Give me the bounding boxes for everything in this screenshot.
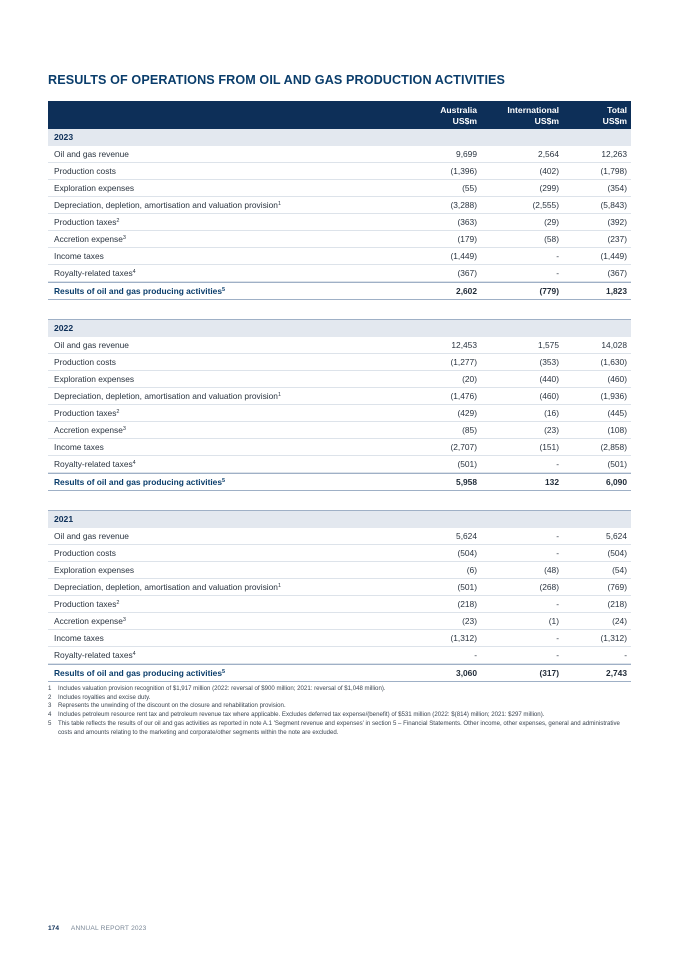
row-label [54,668,225,678]
year-header-2023 [48,129,631,146]
international-value: - [556,650,559,660]
international-value: - [556,251,559,261]
row-label-text: Exploration expenses [54,374,135,384]
row-label [54,548,116,558]
row-label [54,234,126,244]
footnote-ref: 2 [116,409,120,415]
total-value: 5,624 [606,531,627,541]
row-label [54,616,126,626]
footnote-item [48,694,631,703]
total-value: (2,858) [600,442,627,452]
section-spacer [48,491,631,510]
row-label-text: Production taxes [54,408,117,418]
total-value: (108) [607,425,627,435]
australia-value: 5,624 [456,531,477,541]
footnote-item [48,711,631,720]
row-label-text: Accretion expense [54,616,123,626]
table-row [48,545,631,562]
footnote-ref: 1 [277,201,281,207]
australia-value: (179) [457,234,477,244]
row-label-text: Production taxes [54,599,117,609]
australia-value: - [474,650,477,660]
page-footer [48,925,147,932]
year-label: 2023 [54,132,74,142]
total-value: (1,630) [600,357,627,367]
international-value: (268) [539,582,559,592]
row-label-text: Depreciation, depletion, amortisation and valuation provision [54,582,278,592]
total-value: 6,090 [606,477,627,487]
footnote-text: Represents the unwinding of the discount on the closure and rehabilitation provision. [58,702,286,710]
australia-value: (429) [457,408,477,418]
table-row [48,180,631,197]
header-australia: Australia US$m [440,105,477,126]
row-label [54,374,134,384]
australia-value: (55) [462,183,477,193]
australia-value: (504) [457,548,477,558]
row-label [54,268,136,278]
international-value: - [556,459,559,469]
table-row [48,371,631,388]
total-value: (24) [612,616,627,626]
row-label [54,599,119,609]
row-label [54,633,104,643]
table-row [48,405,631,422]
table-row [48,647,631,664]
footnote-text: Includes valuation provision recognition of $1,917 million (2022: reversal of $900 million; 2021: reversal of $1,048 million). [58,685,386,692]
total-value: 2,743 [606,668,627,678]
footnote-ref: 4 [132,651,136,657]
international-value: (23) [544,425,559,435]
table-row [48,439,631,456]
table-row [48,579,631,596]
total-value: (1,798) [600,166,627,176]
footnote-number: 4 [48,711,52,719]
row-label [54,251,104,261]
international-value: 2,564 [538,149,559,159]
row-label-text: Production costs [54,166,116,176]
footnote-number: 3 [48,702,52,710]
australia-value: (501) [457,459,477,469]
year-header-2022 [48,319,631,337]
row-label [54,340,129,350]
row-label-text: Exploration expenses [54,565,135,575]
table-row [48,354,631,371]
table-row [48,146,631,163]
footnote-item [48,702,631,711]
row-label-text: Production costs [54,357,116,367]
total-value: (445) [607,408,627,418]
total-value: (1,936) [600,391,627,401]
international-value: - [556,531,559,541]
report-name: ANNUAL REPORT 2023 [70,925,147,932]
footnote-number: 2 [48,693,52,701]
australia-value: 9,699 [456,149,477,159]
international-value: - [556,268,559,278]
australia-value: (1,277) [450,357,477,367]
total-value: (769) [607,582,627,592]
international-value: - [556,633,559,643]
footnote-ref: 3 [122,617,126,623]
international-value: - [556,599,559,609]
total-value: (5,843) [600,200,627,210]
international-value: (151) [539,442,559,452]
international-value: (402) [539,166,559,176]
total-value: (460) [607,374,627,384]
row-label [54,286,225,296]
row-label-text: Exploration expenses [54,183,135,193]
total-value: (504) [607,548,627,558]
australia-value: (367) [457,268,477,278]
row-label-text: Oil and gas revenue [54,531,129,541]
australia-value: (2,707) [450,442,477,452]
international-value: (440) [539,374,559,384]
footnote-ref: 4 [132,460,136,466]
total-value: (218) [607,599,627,609]
row-label [54,149,129,159]
international-value: (779) [539,286,559,296]
row-label [54,459,136,469]
australia-value: (363) [457,217,477,227]
row-label [54,582,281,592]
row-label [54,565,134,575]
footnote-ref: 1 [277,583,281,589]
total-value: (501) [607,459,627,469]
table-row [48,197,631,214]
header-international: International US$m [507,105,559,126]
footnote-ref: 4 [132,269,136,275]
table-row [48,388,631,405]
international-value: - [556,548,559,558]
international-value: (2,555) [532,200,559,210]
row-label-text: Oil and gas revenue [54,149,129,159]
australia-value: (3,288) [450,200,477,210]
table-row [48,248,631,265]
row-label [54,183,134,193]
total-value: (367) [607,268,627,278]
row-label [54,217,119,227]
table-row [48,337,631,354]
table-row [48,630,631,647]
footnote-ref: 1 [277,392,281,398]
total-value: 14,028 [601,340,627,350]
footnote-ref: 3 [122,235,126,241]
footnote-item [48,685,631,694]
row-label [54,477,225,487]
total-value: (54) [612,565,627,575]
australia-value: 3,060 [456,668,477,678]
row-label [54,391,281,401]
footnote-item [48,720,631,737]
row-label-text: Production taxes [54,217,117,227]
row-label [54,531,129,541]
row-label [54,442,104,452]
row-label-text: Royalty-related taxes [54,268,133,278]
international-value: (16) [544,408,559,418]
australia-value: (85) [462,425,477,435]
australia-value: (1,312) [450,633,477,643]
international-value: (299) [539,183,559,193]
footnote-text: Includes petroleum resource rent tax and petroleum revenue tax where applicable. Excludes deferred tax expense/(benefit) of $531 million (2022: $(814) million; 2021: $297 million). [58,711,545,719]
row-label [54,408,119,418]
year-header-2021 [48,510,631,528]
footnote-text: This table reflects the results of our oil and gas activities as reported in note A.1 'Segment revenue and expenses' in section 5 – Financial Statements. Other income, other expenses, general and administrative costs and amounts relating to the marketing and corporate/other segments within the note are excluded. [58,719,620,736]
australia-value: (1,449) [450,251,477,261]
table-body [48,129,631,682]
row-label-text: Accretion expense [54,234,123,244]
international-value: (353) [539,357,559,367]
international-value: (29) [544,217,559,227]
table-row [48,596,631,613]
international-value: 132 [545,477,559,487]
total-row [48,664,631,682]
footnote-ref: 5 [222,287,226,293]
total-value: 12,263 [601,149,627,159]
table-row [48,456,631,473]
row-label [54,166,116,176]
table-row [48,422,631,439]
international-value: (460) [539,391,559,401]
page-title: RESULTS OF OPERATIONS FROM OIL AND GAS PRODUCTION ACTIVITIES [48,73,506,87]
row-label-text: Oil and gas revenue [54,340,129,350]
footnote-ref: 3 [122,426,126,432]
row-label [54,357,116,367]
total-row [48,473,631,491]
international-value: 1,575 [538,340,559,350]
australia-value: (23) [462,616,477,626]
footnote-number: 5 [48,719,52,727]
section-spacer [48,300,631,319]
australia-value: (218) [457,599,477,609]
australia-value: (501) [457,582,477,592]
footnote-ref: 2 [116,600,120,606]
international-value: (48) [544,565,559,575]
footnote-number: 1 [48,685,52,692]
international-value: (58) [544,234,559,244]
row-label-text: Royalty-related taxes [54,459,133,469]
row-label-text: Income taxes [54,251,104,261]
row-label [54,200,281,210]
international-value: (1) [548,616,559,626]
row-label-text: Accretion expense [54,425,123,435]
table-row [48,562,631,579]
row-label [54,650,136,660]
total-value: (392) [607,217,627,227]
footnotes [48,685,631,737]
row-label-text: Production costs [54,548,116,558]
table-row [48,163,631,180]
footnote-ref: 5 [222,478,226,484]
total-value: (1,449) [600,251,627,261]
row-label-text: Depreciation, depletion, amortisation and valuation provision [54,200,278,210]
total-value: 1,823 [606,286,627,296]
table-row [48,231,631,248]
australia-value: 12,453 [451,340,477,350]
row-label-text: Royalty-related taxes [54,650,133,660]
row-label-text: Income taxes [54,442,104,452]
table-header [48,101,631,129]
international-value: (317) [539,668,559,678]
table-row [48,265,631,282]
australia-value: (1,476) [450,391,477,401]
total-value: (1,312) [600,633,627,643]
row-label [54,425,126,435]
row-label-text: Results of oil and gas producing activities [54,286,222,296]
row-label-text: Income taxes [54,633,104,643]
australia-value: (1,396) [450,166,477,176]
header-total: Total US$m [602,105,627,126]
total-value: (354) [607,183,627,193]
footnote-ref: 2 [116,218,120,224]
year-label: 2021 [54,514,74,524]
row-label-text: Depreciation, depletion, amortisation and valuation provision [54,391,278,401]
total-value: (237) [607,234,627,244]
total-row [48,282,631,300]
australia-value: 5,958 [456,477,477,487]
table-row [48,613,631,630]
australia-value: (6) [466,565,477,575]
footnote-ref: 5 [222,669,226,675]
australia-value: 2,602 [456,286,477,296]
table-row [48,528,631,545]
page-number: 174 [48,925,60,932]
australia-value: (20) [462,374,477,384]
total-value: - [624,650,627,660]
footnote-text: Includes royalties and excise duty. [58,693,151,701]
year-label: 2022 [54,323,74,333]
results-table [48,101,631,682]
row-label-text: Results of oil and gas producing activities [54,477,222,487]
table-row [48,214,631,231]
row-label-text: Results of oil and gas producing activities [54,668,222,678]
